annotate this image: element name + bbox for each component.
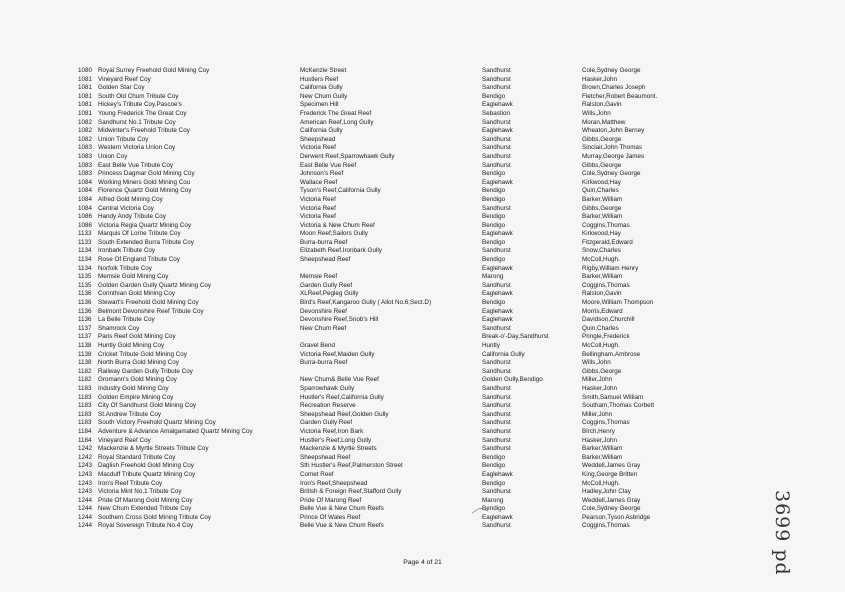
- record-number: 1082: [78, 135, 93, 143]
- company-name: St.Andrew Tribute Coy: [98, 410, 161, 418]
- record-number: 1183: [78, 393, 92, 401]
- secretary-name: Hasker,John: [582, 436, 618, 444]
- location: Devonshire Reef: [300, 307, 347, 315]
- district: Eaglehawk: [482, 127, 513, 135]
- company-name: Memsie Gold Mining Coy: [98, 273, 169, 281]
- secretary-name: Cole,Sydney George: [582, 170, 641, 178]
- district: Bendigo: [482, 505, 506, 513]
- secretary-name: Smith,Samuel William: [582, 393, 644, 401]
- company-name: Union Tribute Coy: [98, 135, 149, 143]
- district: Sandhurst: [482, 204, 511, 212]
- secretary-name: McColl,Hugh.: [582, 342, 620, 349]
- district: Bendigo: [482, 299, 506, 307]
- secretary-name: Southam,Thomas Corbett: [582, 402, 655, 410]
- secretary-name: Gibbs,George: [582, 135, 622, 143]
- record-number: 1082: [78, 127, 93, 135]
- company-name: Midwinter's Freehold Tribute Coy: [98, 127, 190, 135]
- record-number: 1083: [78, 161, 93, 169]
- location: Belle Vue & New Chum Reefs: [300, 505, 384, 513]
- company-name: Princess Dagmar Gold Mining Coy: [98, 170, 195, 178]
- record-number: 1183: [78, 410, 92, 418]
- company-name: Daglish Freehold Gold Mining Coy: [98, 462, 194, 470]
- location: Hustlers Reef: [300, 75, 339, 83]
- company-name: Industry Gold Mining Coy: [98, 384, 169, 392]
- record-number: 1135: [78, 273, 92, 281]
- secretary-name: Wills,John: [582, 109, 611, 117]
- company-name: Ironbark Tribute Coy: [98, 247, 156, 255]
- district: Bendigo: [482, 92, 506, 100]
- location: Sparrowhawk Gully: [300, 384, 355, 392]
- location: California Gully: [300, 84, 343, 92]
- district: Sandhurst: [482, 384, 511, 392]
- record-number: 1134: [78, 256, 92, 264]
- location: Hustler's Reef,California Gully: [300, 393, 384, 401]
- record-number: 1136: [78, 307, 92, 315]
- record-number: 1242: [78, 445, 93, 453]
- company-name: Pride Of Marong Gold Mining Coy: [98, 496, 193, 504]
- record-number: 1083: [78, 170, 93, 178]
- record-number: 1136: [78, 299, 92, 307]
- location: Prince Of Wales Reef: [300, 513, 361, 521]
- secretary-name: Cole,Sydney George: [582, 505, 641, 513]
- secretary-name: Wheaton,John Berney: [582, 127, 645, 135]
- secretary-name: Barker,William: [582, 453, 623, 461]
- record-number: 1184: [78, 436, 92, 444]
- secretary-name: Sinclair,John Thomas: [582, 144, 643, 152]
- district: Sandhurst: [482, 522, 511, 530]
- record-number: 1244: [78, 505, 93, 513]
- location: Tyson's Reef,California Gully: [300, 187, 381, 195]
- district: Bendigo: [482, 256, 506, 264]
- company-name: New Chum Extended Tribute Coy: [98, 505, 192, 513]
- company-name: Iron's Reef Tribute Coy: [98, 479, 163, 487]
- company-name: Golden Empire Mining Coy: [98, 393, 174, 401]
- location: Johnson's Reef: [300, 170, 344, 178]
- company-name: Rose Of England Tribute Coy: [98, 256, 180, 264]
- company-name: Royal Sovereign Tribute No.4 Coy: [98, 522, 194, 530]
- district: California Gully: [482, 350, 525, 358]
- record-number: 1084: [78, 178, 93, 186]
- secretary-name: Gibbs,George: [582, 367, 622, 375]
- secretary-name: Hasker,John: [582, 75, 618, 83]
- district: Bendigo: [482, 170, 506, 178]
- district: Eaglehawk: [482, 470, 513, 478]
- company-name: Paris Reef Gold Mining Coy: [98, 333, 176, 341]
- record-number: 1243: [78, 470, 93, 478]
- secretary-name: Rigby,William Henry: [582, 264, 639, 272]
- location: Hustler's Reef,Long Gully: [300, 436, 372, 444]
- secretary-name: Moran,Matthew: [582, 118, 626, 126]
- secretary-name: Davidson,Churchill: [582, 316, 635, 324]
- record-number: 1134: [78, 264, 92, 272]
- location: Wallace Reef: [300, 178, 338, 186]
- company-name: Macduff Tribute Quartz Mining Coy: [98, 470, 196, 478]
- company-name: Adventure & Advance Amalgamated Quartz Mining Coy: [98, 427, 253, 435]
- record-number: 1080: [78, 67, 93, 74]
- secretary-name: Wills,John: [582, 359, 611, 367]
- record-number: 1182: [78, 376, 92, 384]
- location: Victoria Reef: [300, 144, 336, 152]
- secretary-name: Ralston,Gavin: [582, 290, 622, 298]
- location: Sth Hustler's Reef,Palmerston Street: [300, 462, 403, 470]
- secretary-name: Barker,William: [582, 445, 623, 453]
- location: Mackenzie & Myrtle Streets: [300, 445, 377, 453]
- location: Sheepshead Reef,Golden Gully: [300, 410, 389, 418]
- district: Sandhurst: [482, 488, 511, 496]
- company-name: Royal Surrey Freehold Gold Mining Coy: [98, 67, 210, 74]
- location: Recreation Reserve: [300, 402, 356, 410]
- record-number: 1137: [78, 333, 92, 341]
- district: Eaglehawk: [482, 513, 513, 521]
- location: Elizabeth Reef,Ironbark Gully: [300, 247, 382, 255]
- location: XLReef,Pegleg Gully: [300, 290, 359, 298]
- secretary-name: Snow,Charles: [582, 247, 621, 255]
- record-number: 1133: [78, 238, 92, 246]
- record-number: 1184: [78, 427, 92, 435]
- secretary-name: Quin,Charles: [582, 324, 619, 332]
- district: Eaglehawk: [482, 307, 513, 315]
- location: Sheepshead Reef: [300, 453, 351, 461]
- company-name: Corinthian Gold Mining Coy: [98, 290, 175, 298]
- secretary-name: Barker,William: [582, 213, 623, 221]
- record-number: 1243: [78, 479, 93, 487]
- district: Sandhurst: [482, 84, 511, 92]
- location: Garden Gully Reef: [300, 281, 353, 289]
- company-name: Gromann's Gold Mining Coy: [98, 376, 177, 384]
- record-number: 1138: [78, 342, 92, 349]
- district: Bendigo: [482, 213, 506, 221]
- district: Sandhurst: [482, 445, 511, 453]
- company-name: Working Miners Gold Mining Cou: [98, 178, 191, 186]
- secretary-name: Miller,John: [582, 410, 613, 418]
- company-name: Marquis Of Lorne Tribute Coy: [98, 230, 181, 238]
- secretary-name: Miller,John: [582, 376, 613, 384]
- company-name: Victoria Mint No.1 Tribute Coy: [98, 488, 182, 496]
- record-number: 1244: [78, 496, 93, 504]
- record-number: 1081: [78, 101, 93, 109]
- record-number: 1134: [78, 247, 92, 255]
- location: McKenzie Street: [300, 67, 347, 74]
- record-number: 1242: [78, 453, 93, 461]
- company-name: Railway Garden Gully Tribute Coy: [98, 367, 193, 375]
- company-name: South Victory Freehold Quartz Mining Coy: [98, 419, 216, 427]
- district: Sandhurst: [482, 359, 511, 367]
- location: British & Foreign Reef,Stafford Gully: [300, 488, 402, 496]
- location: Victoria Reef,Iron Bark: [300, 427, 364, 435]
- district: Sandhurst: [482, 410, 511, 418]
- district: Bendigo: [482, 462, 506, 470]
- record-number: 1138: [78, 350, 92, 358]
- secretary-name: Gibbs,George: [582, 204, 622, 212]
- district: Sandhurst: [482, 144, 511, 152]
- company-name: Golden Star Coy: [98, 84, 145, 92]
- record-number: 1244: [78, 522, 93, 530]
- record-number: 1135: [78, 281, 92, 289]
- district: Sandhurst: [482, 118, 511, 126]
- record-number: 1133: [78, 230, 92, 238]
- district: Eaglehawk: [482, 230, 513, 238]
- location: Derwent Reef,Sparrowhawk Gully: [300, 152, 395, 160]
- district: Bendigo: [482, 187, 506, 195]
- company-name: Handy Andy Tribute Coy: [98, 213, 166, 221]
- company-name: City Of Sandhurst Gold Mining Coy: [98, 402, 196, 410]
- record-number: 1081: [78, 109, 93, 117]
- location: Sheepshead: [300, 135, 336, 143]
- company-name: Stewart's Freehold Gold Mining Coy: [98, 299, 199, 307]
- secretary-name: Birch,Henry: [582, 427, 615, 435]
- district: Huntly: [482, 342, 500, 349]
- company-name: La Belle Tribute Coy: [98, 316, 155, 324]
- location: New Chum Gully: [300, 92, 348, 100]
- secretary-name: Coggins,Thomas: [582, 522, 630, 530]
- company-name: Southern Cross Gold Mining Tribute Coy: [98, 513, 212, 521]
- location: Burra-burra Reef: [300, 359, 348, 367]
- secretary-name: Kirkwood,Hay: [582, 230, 621, 238]
- district: Sandhurst: [482, 393, 511, 401]
- district: Sandhurst: [482, 419, 511, 427]
- secretary-name: Quin,Charles: [582, 187, 619, 195]
- secretary-name: Kirkwood,Hay: [582, 178, 621, 186]
- secretary-name: Ralston,Gavin: [582, 101, 622, 109]
- secretary-name: McColl,Hugh.: [582, 256, 620, 264]
- company-name: Shamrock Coy: [98, 324, 140, 332]
- pen-mark: [470, 505, 490, 515]
- company-name: Young Frederick The Great Coy: [98, 109, 187, 117]
- secretary-name: Fletcher,Robert Beaumont.: [582, 92, 658, 100]
- record-number: 1084: [78, 204, 93, 212]
- record-number: 1182: [78, 367, 92, 375]
- district: Sandhurst: [482, 402, 511, 410]
- location: Devonshire Reef,Snob's Hill: [300, 316, 379, 324]
- location: California Gully: [300, 127, 343, 135]
- location: Victoria & New Chum Reef: [300, 221, 375, 229]
- location: Iron's Reef,Sheepshead: [300, 479, 368, 487]
- company-name: Union Coy: [98, 152, 128, 160]
- location: Moon Reef,Sailors Gully: [300, 230, 368, 238]
- company-name: Sandhurst No.1 Tribute Coy: [98, 118, 176, 126]
- district: Bendigo: [482, 479, 506, 487]
- district: Bendigo: [482, 238, 506, 246]
- secretary-name: Cole,Sydney George: [582, 67, 641, 74]
- record-number: 1083: [78, 144, 93, 152]
- company-name: Cricket Tribute Gold Mining Coy: [98, 350, 187, 358]
- district: Sebastion: [482, 109, 511, 117]
- district: Bendigo: [482, 195, 506, 203]
- company-name: Golden Garden Gully Quartz Mining Coy: [98, 281, 212, 289]
- record-number: 1084: [78, 195, 93, 203]
- location: Burra-burra Reef: [300, 238, 348, 246]
- secretary-name: Hadley,John Clay: [582, 488, 631, 496]
- district: Bendigo: [482, 453, 506, 461]
- page-footer: Page 4 of 21: [403, 559, 442, 566]
- district: Marong: [482, 273, 504, 281]
- record-number: 1086: [78, 221, 93, 229]
- record-number: 1086: [78, 213, 93, 221]
- secretary-name: Pearson,Tyson Asbridge: [582, 513, 651, 521]
- secretary-name: Weddell,James Gray: [582, 496, 641, 504]
- company-name: Belmont Devonshire Reef Tribute Coy: [98, 307, 204, 315]
- record-number: 1183: [78, 402, 92, 410]
- district: Sandhurst: [482, 281, 511, 289]
- location: New Chum& Belle Vue Reef: [300, 376, 379, 384]
- secretary-name: Hasker,John: [582, 384, 618, 392]
- secretary-name: Morris,Edward: [582, 307, 623, 315]
- company-name: Alfred Gold Mining Coy: [98, 195, 163, 203]
- secretary-name: Pringle,Frederick: [582, 333, 630, 341]
- district: Sandhurst: [482, 436, 511, 444]
- record-number: 1183: [78, 419, 92, 427]
- secretary-name: Brown,Charles Joseph: [582, 84, 646, 92]
- location: Victoria Reef: [300, 195, 336, 203]
- district: Sandhurst: [482, 135, 511, 143]
- record-number: 1138: [78, 359, 92, 367]
- company-name: South Old Chum Tribute Coy: [98, 92, 179, 100]
- record-number: 1243: [78, 462, 93, 470]
- record-number: 1081: [78, 92, 93, 100]
- secretary-name: Weddell,James Gray: [582, 462, 641, 470]
- secretary-name: Bellingham,Ambrose: [582, 350, 641, 358]
- secretary-name: Coggins,Thomas: [582, 281, 630, 289]
- company-name: Norfolk Tribute Coy: [98, 264, 152, 272]
- company-name: Huntly Gold Mining Coy: [98, 342, 165, 349]
- company-name: Vineyard Reef Coy: [98, 75, 151, 83]
- secretary-name: Fitzgerald,Edward: [582, 238, 633, 246]
- location: Victoria Reef,Maiden Gully: [300, 350, 375, 358]
- location: East Belle Vue Reef: [300, 161, 357, 169]
- record-number: 1137: [78, 324, 92, 332]
- secretary-name: Gibbs,George: [582, 161, 622, 169]
- company-name: North Burra Gold Mining Coy: [98, 359, 179, 367]
- district: Golden Gully,Bendigo: [482, 376, 543, 384]
- record-number: 1083: [78, 152, 93, 160]
- location: Frederick The Great Reef: [300, 109, 372, 117]
- record-number: 1244: [78, 513, 93, 521]
- company-name: South Extended Burra Tribute Coy: [98, 238, 194, 246]
- handwritten-annotation: 3699 pd: [771, 490, 793, 576]
- record-number: 1243: [78, 488, 93, 496]
- company-name: Victoria Regia Quartz Mining Coy: [98, 221, 191, 229]
- district: Sandhurst: [482, 152, 511, 160]
- district: Sandhurst: [482, 367, 511, 375]
- secretary-name: Moore,William Thompson: [582, 299, 654, 307]
- district: Break-o'-Day,Sandhurst: [482, 333, 549, 341]
- record-number: 1081: [78, 84, 93, 92]
- location: Victoria Reef: [300, 213, 336, 221]
- company-name: Hickey's Tribute Coy,Pascoe's: [98, 101, 182, 109]
- location: Victoria Reef: [300, 204, 336, 212]
- district: Sandhurst: [482, 247, 511, 255]
- secretary-name: Barker,William: [582, 273, 623, 281]
- location: Belle Vue & New Chum Reefs: [300, 522, 384, 530]
- district: Eaglehawk: [482, 290, 513, 298]
- secretary-name: McColl,Hugh.: [582, 479, 620, 487]
- location: Gravel Bend: [300, 342, 336, 349]
- secretary-name: Murray,George James: [582, 152, 645, 160]
- district: Eaglehawk: [482, 316, 513, 324]
- location: Sheepshead Reef: [300, 256, 351, 264]
- location: Bird's Reef,Kangaroo Gully ( Allot No.6;Sect.D): [300, 299, 432, 307]
- company-name: Vineyard Reef Coy: [98, 436, 151, 444]
- district: Sandhurst: [482, 427, 511, 435]
- company-name: Central Victoria Coy: [98, 204, 154, 212]
- secretary-name: King,George Britten: [582, 470, 638, 478]
- district: Eaglehawk: [482, 178, 513, 186]
- district: Eaglehawk: [482, 264, 513, 272]
- company-name: Florence Quartz Gold Mining Coy: [98, 187, 192, 195]
- secretary-name: Coggins,Thomas: [582, 221, 630, 229]
- district: Sandhurst: [482, 75, 511, 83]
- company-name: Western Victoria Union Coy: [98, 144, 176, 152]
- record-number: 1084: [78, 187, 93, 195]
- company-name: Royal Standard Tribute Coy: [98, 453, 176, 461]
- secretary-name: Barker,William: [582, 195, 623, 203]
- company-name: East Belle Vue Tribute Coy: [98, 161, 174, 169]
- secretary-name: Coggins,Thomas: [582, 419, 630, 427]
- location: Garden Gully Reef: [300, 419, 353, 427]
- record-number: 1081: [78, 75, 93, 83]
- location: Memsie Reef: [300, 273, 338, 281]
- record-number: 1136: [78, 290, 92, 298]
- location: American Reef,Long Gully: [300, 118, 374, 126]
- district: Eaglehawk: [482, 101, 513, 109]
- location: Pride Of Marong Reef: [300, 496, 362, 504]
- district: Marong: [482, 496, 504, 504]
- location: Specimen Hill: [300, 101, 339, 109]
- location: Comet Reef: [300, 470, 334, 478]
- location: New Chum Reef: [300, 324, 347, 332]
- district: Sandhurst: [482, 161, 511, 169]
- record-number: 1136: [78, 316, 92, 324]
- district: Sandhurst: [482, 324, 511, 332]
- district: Sandhurst: [482, 67, 511, 74]
- company-name: Mackenzie & Myrtle Streets Tribute Coy: [98, 445, 209, 453]
- record-number: 1183: [78, 384, 92, 392]
- record-number: 1082: [78, 118, 93, 126]
- district: Bendigo: [482, 221, 506, 229]
